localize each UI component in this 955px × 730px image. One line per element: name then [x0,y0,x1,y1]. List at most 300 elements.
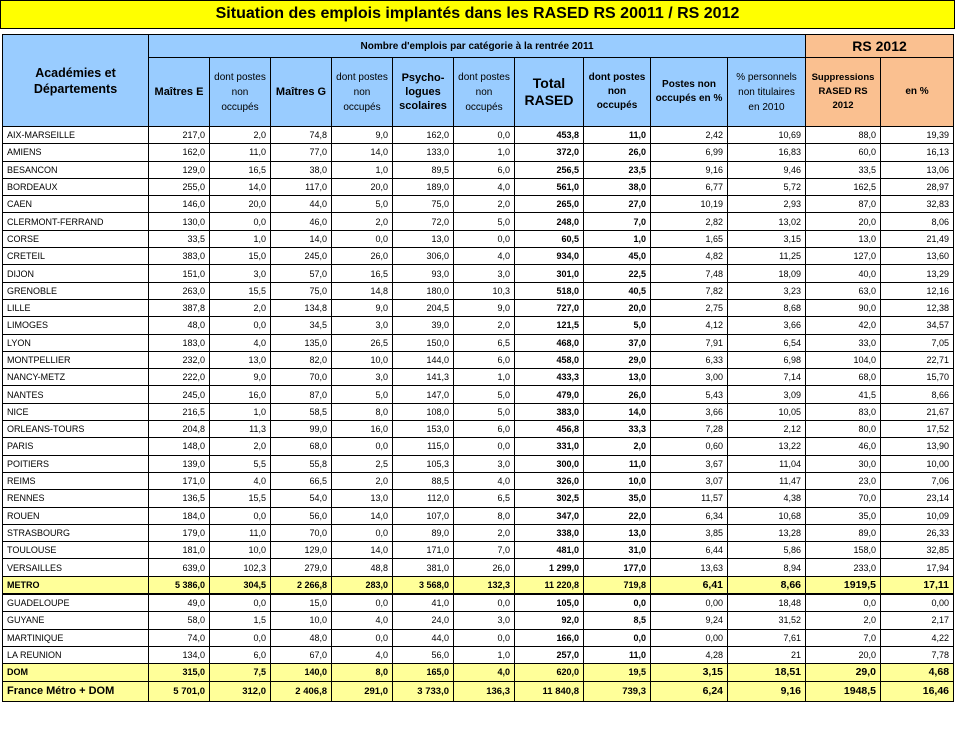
cell-non-occupes-g: 20,0 [332,178,393,195]
cell-non-occupes-g: 8,0 [332,664,393,681]
cell-non-occupes-g: 8,0 [332,403,393,420]
cell-maitres-g: 46,0 [271,213,332,230]
cell-maitres-g: 56,0 [271,507,332,524]
cell-non-titulaires: 31,52 [728,612,806,629]
cell-maitres-e: 387,8 [149,299,210,316]
cell-non-titulaires: 3,66 [728,317,806,334]
cell-non-titulaires: 10,69 [728,127,806,144]
cell-non-occupes-g: 0,0 [332,594,393,612]
cell-non-occupes-pct: 4,12 [651,317,728,334]
cell-maitres-g: 34,5 [271,317,332,334]
summary-row [3,576,954,594]
cell-psychologues: 88,5 [393,472,454,489]
cell-suppressions: 20,0 [806,646,881,663]
col-header-non-occupes-psy: dont postes non occupés [454,58,515,127]
cell-non-titulaires: 5,86 [728,542,806,559]
cell-non-titulaires: 9,16 [728,681,806,701]
cell-total-rased: 1 299,0 [515,559,584,576]
cell-suppressions: 162,5 [806,178,881,195]
cell-maitres-e: 171,0 [149,472,210,489]
cell-total-rased: 338,0 [515,524,584,541]
cell-maitres-g: 99,0 [271,421,332,438]
cell-non-titulaires: 13,28 [728,524,806,541]
cell-total-rased: 331,0 [515,438,584,455]
cell-non-occupes-psy: 0,0 [454,230,515,247]
cell-psychologues: 144,0 [393,351,454,368]
cell-non-occupes-total: 739,3 [584,681,651,701]
cell-name: NANCY-METZ [3,369,149,386]
cell-total-rased: 257,0 [515,646,584,663]
cell-non-occupes-psy: 6,0 [454,161,515,178]
cell-non-occupes-g: 26,5 [332,334,393,351]
cell-non-occupes-e: 5,5 [210,455,271,472]
cell-psychologues: 153,0 [393,421,454,438]
cell-maitres-g: 245,0 [271,248,332,265]
table-row [3,594,954,612]
cell-non-occupes-total: 14,0 [584,403,651,420]
cell-non-titulaires: 11,25 [728,248,806,265]
cell-name: DIJON [3,265,149,282]
cell-maitres-e: 639,0 [149,559,210,576]
table-row [3,507,954,524]
cell-non-occupes-psy: 2,0 [454,524,515,541]
cell-non-titulaires: 8,68 [728,299,806,316]
cell-non-titulaires: 13,02 [728,213,806,230]
cell-non-occupes-e: 2,0 [210,127,271,144]
table-row [3,438,954,455]
cell-non-occupes-psy: 26,0 [454,559,515,576]
cell-non-occupes-g: 4,0 [332,612,393,629]
cell-maitres-g: 48,0 [271,629,332,646]
cell-non-occupes-e: 1,0 [210,230,271,247]
cell-maitres-g: 70,0 [271,524,332,541]
cell-non-occupes-e: 16,0 [210,386,271,403]
cell-non-occupes-total: 0,0 [584,629,651,646]
cell-en-pct: 8,06 [881,213,954,230]
cell-suppressions: 88,0 [806,127,881,144]
cell-suppressions: 70,0 [806,490,881,507]
cell-total-rased: 620,0 [515,664,584,681]
cell-non-occupes-e: 20,0 [210,196,271,213]
cell-non-occupes-e: 4,0 [210,334,271,351]
cell-non-occupes-g: 9,0 [332,127,393,144]
cell-non-occupes-total: 31,0 [584,542,651,559]
cell-psychologues: 39,0 [393,317,454,334]
cell-non-occupes-psy: 6,5 [454,490,515,507]
cell-non-occupes-psy: 4,0 [454,664,515,681]
cell-suppressions: 80,0 [806,421,881,438]
cell-non-occupes-total: 7,0 [584,213,651,230]
cell-non-occupes-g: 0,0 [332,230,393,247]
cell-non-titulaires: 11,47 [728,472,806,489]
rased-table [2,34,954,702]
col-header-total-rased: Total RASED [515,58,584,127]
cell-non-occupes-psy: 1,0 [454,369,515,386]
cell-non-occupes-pct: 13,63 [651,559,728,576]
cell-non-occupes-psy: 0,0 [454,127,515,144]
table-row [3,421,954,438]
cell-maitres-e: 33,5 [149,230,210,247]
cell-non-occupes-e: 15,5 [210,490,271,507]
cell-maitres-e: 48,0 [149,317,210,334]
cell-name: AMIENS [3,144,149,161]
cell-non-occupes-pct: 4,82 [651,248,728,265]
cell-name: TOULOUSE [3,542,149,559]
cell-total-rased: 561,0 [515,178,584,195]
cell-total-rased: 121,5 [515,317,584,334]
cell-non-occupes-psy: 0,0 [454,594,515,612]
cell-non-occupes-e: 1,5 [210,612,271,629]
cell-non-occupes-pct: 6,33 [651,351,728,368]
cell-non-occupes-total: 26,0 [584,386,651,403]
cell-name: PARIS [3,438,149,455]
cell-non-occupes-psy: 10,3 [454,282,515,299]
table-row [3,386,954,403]
cell-non-occupes-psy: 132,3 [454,576,515,594]
cell-suppressions: 60,0 [806,144,881,161]
cell-psychologues: 381,0 [393,559,454,576]
cell-non-occupes-pct: 9,16 [651,161,728,178]
cell-non-titulaires: 16,83 [728,144,806,161]
cell-maitres-e: 139,0 [149,455,210,472]
cell-non-occupes-total: 719,8 [584,576,651,594]
cell-non-occupes-g: 16,5 [332,265,393,282]
cell-name: VERSAILLES [3,559,149,576]
cell-non-occupes-g: 10,0 [332,351,393,368]
cell-maitres-g: 134,8 [271,299,332,316]
cell-non-occupes-psy: 2,0 [454,317,515,334]
cell-non-occupes-pct: 11,57 [651,490,728,507]
cell-maitres-e: 245,0 [149,386,210,403]
cell-psychologues: 108,0 [393,403,454,420]
col-header-non-occupes-e: dont postes non occupés [210,58,271,127]
cell-non-titulaires: 4,38 [728,490,806,507]
summary-row [3,664,954,681]
cell-non-occupes-g: 14,0 [332,542,393,559]
cell-non-occupes-g: 5,0 [332,196,393,213]
cell-maitres-e: 134,0 [149,646,210,663]
cell-suppressions: 127,0 [806,248,881,265]
cell-psychologues: 150,0 [393,334,454,351]
cell-name: BESANCON [3,161,149,178]
cell-non-occupes-e: 13,0 [210,351,271,368]
cell-non-occupes-total: 19,5 [584,664,651,681]
cell-name: LA REUNION [3,646,149,663]
cell-psychologues: 24,0 [393,612,454,629]
col-header-non-occupes-pct: Postes non occupés en % [651,58,728,127]
cell-non-occupes-total: 35,0 [584,490,651,507]
cell-maitres-g: 38,0 [271,161,332,178]
cell-en-pct: 32,83 [881,196,954,213]
cell-non-occupes-total: 29,0 [584,351,651,368]
cell-non-occupes-pct: 7,48 [651,265,728,282]
table-row [3,524,954,541]
cell-non-occupes-total: 11,0 [584,455,651,472]
cell-name: CRETEIL [3,248,149,265]
cell-non-occupes-psy: 136,3 [454,681,515,701]
cell-non-occupes-pct: 9,24 [651,612,728,629]
cell-suppressions: 46,0 [806,438,881,455]
cell-en-pct: 19,39 [881,127,954,144]
cell-maitres-e: 315,0 [149,664,210,681]
cell-name: MARTINIQUE [3,629,149,646]
cell-en-pct: 17,94 [881,559,954,576]
cell-name: GRENOBLE [3,282,149,299]
cell-suppressions: 7,0 [806,629,881,646]
cell-name: ORLEANS-TOURS [3,421,149,438]
cell-psychologues: 112,0 [393,490,454,507]
cell-name: France Métro + DOM [3,681,149,701]
cell-maitres-e: 222,0 [149,369,210,386]
cell-non-titulaires: 9,46 [728,161,806,178]
cell-non-occupes-total: 177,0 [584,559,651,576]
cell-maitres-e: 130,0 [149,213,210,230]
cell-non-occupes-psy: 9,0 [454,299,515,316]
table-row [3,265,954,282]
cell-suppressions: 63,0 [806,282,881,299]
cell-psychologues: 72,0 [393,213,454,230]
cell-non-occupes-total: 40,5 [584,282,651,299]
cell-name: CAEN [3,196,149,213]
cell-maitres-e: 151,0 [149,265,210,282]
cell-en-pct: 8,66 [881,386,954,403]
cell-psychologues: 56,0 [393,646,454,663]
cell-non-occupes-g: 13,0 [332,490,393,507]
cell-non-occupes-e: 14,0 [210,178,271,195]
cell-non-occupes-pct: 6,99 [651,144,728,161]
cell-non-occupes-pct: 5,43 [651,386,728,403]
cell-non-titulaires: 3,23 [728,282,806,299]
cell-non-occupes-psy: 1,0 [454,646,515,663]
cell-non-occupes-pct: 6,24 [651,681,728,701]
cell-non-occupes-e: 11,0 [210,144,271,161]
cell-non-occupes-e: 10,0 [210,542,271,559]
cell-non-titulaires: 7,14 [728,369,806,386]
cell-maitres-e: 5 701,0 [149,681,210,701]
col-header-suppressions: Suppressions RASED RS 2012 [806,58,881,127]
row-header: Académies et Départements [3,35,149,127]
cell-suppressions: 158,0 [806,542,881,559]
cell-non-occupes-pct: 3,00 [651,369,728,386]
cell-non-occupes-total: 13,0 [584,369,651,386]
cell-psychologues: 89,0 [393,524,454,541]
cell-suppressions: 13,0 [806,230,881,247]
cell-total-rased: 11 220,8 [515,576,584,594]
cell-non-titulaires: 5,72 [728,178,806,195]
cell-non-occupes-psy: 6,5 [454,334,515,351]
cell-maitres-g: 15,0 [271,594,332,612]
cell-maitres-g: 44,0 [271,196,332,213]
cell-suppressions: 41,5 [806,386,881,403]
cell-total-rased: 326,0 [515,472,584,489]
cell-non-occupes-total: 22,0 [584,507,651,524]
cell-suppressions: 0,0 [806,594,881,612]
cell-en-pct: 23,14 [881,490,954,507]
cell-non-occupes-pct: 3,85 [651,524,728,541]
cell-non-occupes-pct: 4,28 [651,646,728,663]
cell-non-occupes-total: 10,0 [584,472,651,489]
cell-non-occupes-pct: 2,82 [651,213,728,230]
cell-non-occupes-psy: 5,0 [454,213,515,230]
cell-en-pct: 4,22 [881,629,954,646]
table-row [3,248,954,265]
cell-maitres-e: 184,0 [149,507,210,524]
cell-psychologues: 162,0 [393,127,454,144]
cell-non-occupes-total: 13,0 [584,524,651,541]
cell-psychologues: 3 733,0 [393,681,454,701]
cell-total-rased: 453,8 [515,127,584,144]
cell-maitres-g: 129,0 [271,542,332,559]
cell-suppressions: 1919,5 [806,576,881,594]
cell-non-titulaires: 10,05 [728,403,806,420]
cell-name: STRASBOURG [3,524,149,541]
cell-suppressions: 83,0 [806,403,881,420]
cell-total-rased: 300,0 [515,455,584,472]
cell-non-occupes-total: 11,0 [584,646,651,663]
cell-non-occupes-total: 0,0 [584,594,651,612]
cell-suppressions: 2,0 [806,612,881,629]
cell-maitres-g: 10,0 [271,612,332,629]
cell-psychologues: 89,5 [393,161,454,178]
cell-psychologues: 171,0 [393,542,454,559]
cell-en-pct: 13,60 [881,248,954,265]
cell-non-occupes-g: 0,0 [332,438,393,455]
cell-non-occupes-e: 0,0 [210,594,271,612]
cell-non-occupes-total: 8,5 [584,612,651,629]
col-header-non-titulaires: % personnels non titulaires en 2010 [728,58,806,127]
cell-maitres-e: 162,0 [149,144,210,161]
table-row [3,161,954,178]
cell-name: NANTES [3,386,149,403]
cell-non-occupes-e: 2,0 [210,299,271,316]
cell-suppressions: 33,0 [806,334,881,351]
table-row [3,472,954,489]
cell-name: AIX-MARSEILLE [3,127,149,144]
cell-maitres-g: 75,0 [271,282,332,299]
cell-total-rased: 256,5 [515,161,584,178]
table-row [3,559,954,576]
table-row [3,230,954,247]
cell-non-occupes-total: 38,0 [584,178,651,195]
cell-non-occupes-total: 11,0 [584,127,651,144]
table-row [3,490,954,507]
cell-non-occupes-psy: 3,0 [454,455,515,472]
cell-en-pct: 12,16 [881,282,954,299]
cell-total-rased: 934,0 [515,248,584,265]
col-header-psychologues: Psycho-logues scolaires [393,58,454,127]
cell-non-occupes-pct: 2,42 [651,127,728,144]
cell-total-rased: 60,5 [515,230,584,247]
cell-name: LILLE [3,299,149,316]
cell-en-pct: 17,11 [881,576,954,594]
cell-non-occupes-g: 48,8 [332,559,393,576]
cell-non-occupes-psy: 2,0 [454,196,515,213]
cell-suppressions: 35,0 [806,507,881,524]
cell-en-pct: 7,05 [881,334,954,351]
cell-psychologues: 3 568,0 [393,576,454,594]
cell-non-occupes-g: 0,0 [332,629,393,646]
col-header-non-occupes-g: dont postes non occupés [332,58,393,127]
cell-name: NICE [3,403,149,420]
cell-non-occupes-total: 23,5 [584,161,651,178]
cell-non-titulaires: 3,09 [728,386,806,403]
cell-en-pct: 0,00 [881,594,954,612]
cell-non-occupes-psy: 6,0 [454,351,515,368]
cell-non-occupes-e: 1,0 [210,403,271,420]
cell-non-occupes-e: 16,5 [210,161,271,178]
cell-maitres-g: 68,0 [271,438,332,455]
cell-maitres-e: 204,8 [149,421,210,438]
table-row [3,646,954,663]
cell-non-titulaires: 2,93 [728,196,806,213]
cell-non-occupes-pct: 3,07 [651,472,728,489]
cell-maitres-g: 66,5 [271,472,332,489]
table-row [3,455,954,472]
cell-non-occupes-pct: 7,82 [651,282,728,299]
cell-non-occupes-psy: 3,0 [454,612,515,629]
cell-non-occupes-pct: 6,34 [651,507,728,524]
cell-non-occupes-g: 14,0 [332,144,393,161]
cell-en-pct: 16,13 [881,144,954,161]
cell-maitres-g: 2 266,8 [271,576,332,594]
cell-maitres-e: 255,0 [149,178,210,195]
cell-name: GUYANE [3,612,149,629]
cell-non-occupes-g: 5,0 [332,386,393,403]
cell-maitres-g: 87,0 [271,386,332,403]
table-row [3,213,954,230]
cell-en-pct: 28,97 [881,178,954,195]
cell-non-occupes-g: 291,0 [332,681,393,701]
cell-total-rased: 383,0 [515,403,584,420]
cell-name: POITIERS [3,455,149,472]
cell-non-occupes-e: 0,0 [210,629,271,646]
cell-maitres-g: 55,8 [271,455,332,472]
cell-non-occupes-total: 26,0 [584,144,651,161]
table-row [3,334,954,351]
cell-psychologues: 75,0 [393,196,454,213]
cell-suppressions: 42,0 [806,317,881,334]
table-row [3,178,954,195]
cell-non-occupes-e: 9,0 [210,369,271,386]
cell-maitres-g: 67,0 [271,646,332,663]
cell-maitres-g: 14,0 [271,230,332,247]
cell-non-titulaires: 18,48 [728,594,806,612]
cell-suppressions: 40,0 [806,265,881,282]
cell-non-occupes-pct: 10,19 [651,196,728,213]
cell-non-occupes-g: 14,8 [332,282,393,299]
cell-psychologues: 306,0 [393,248,454,265]
cell-total-rased: 433,3 [515,369,584,386]
cell-en-pct: 26,33 [881,524,954,541]
page-title: Situation des emplois implantés dans les RASED RS 20011 / RS 2012 [215,5,740,22]
cell-non-occupes-g: 2,5 [332,455,393,472]
cell-non-titulaires: 8,66 [728,576,806,594]
cell-maitres-e: 383,0 [149,248,210,265]
cell-en-pct: 21,49 [881,230,954,247]
cell-non-occupes-psy: 6,0 [454,421,515,438]
cell-non-titulaires: 10,68 [728,507,806,524]
cell-psychologues: 189,0 [393,178,454,195]
cell-non-occupes-pct: 1,65 [651,230,728,247]
summary-row [3,681,954,701]
cell-total-rased: 301,0 [515,265,584,282]
cell-maitres-g: 117,0 [271,178,332,195]
cell-en-pct: 10,00 [881,455,954,472]
cell-maitres-e: 217,0 [149,127,210,144]
cell-maitres-e: 5 386,0 [149,576,210,594]
cell-non-titulaires: 21 [728,646,806,663]
cell-total-rased: 347,0 [515,507,584,524]
